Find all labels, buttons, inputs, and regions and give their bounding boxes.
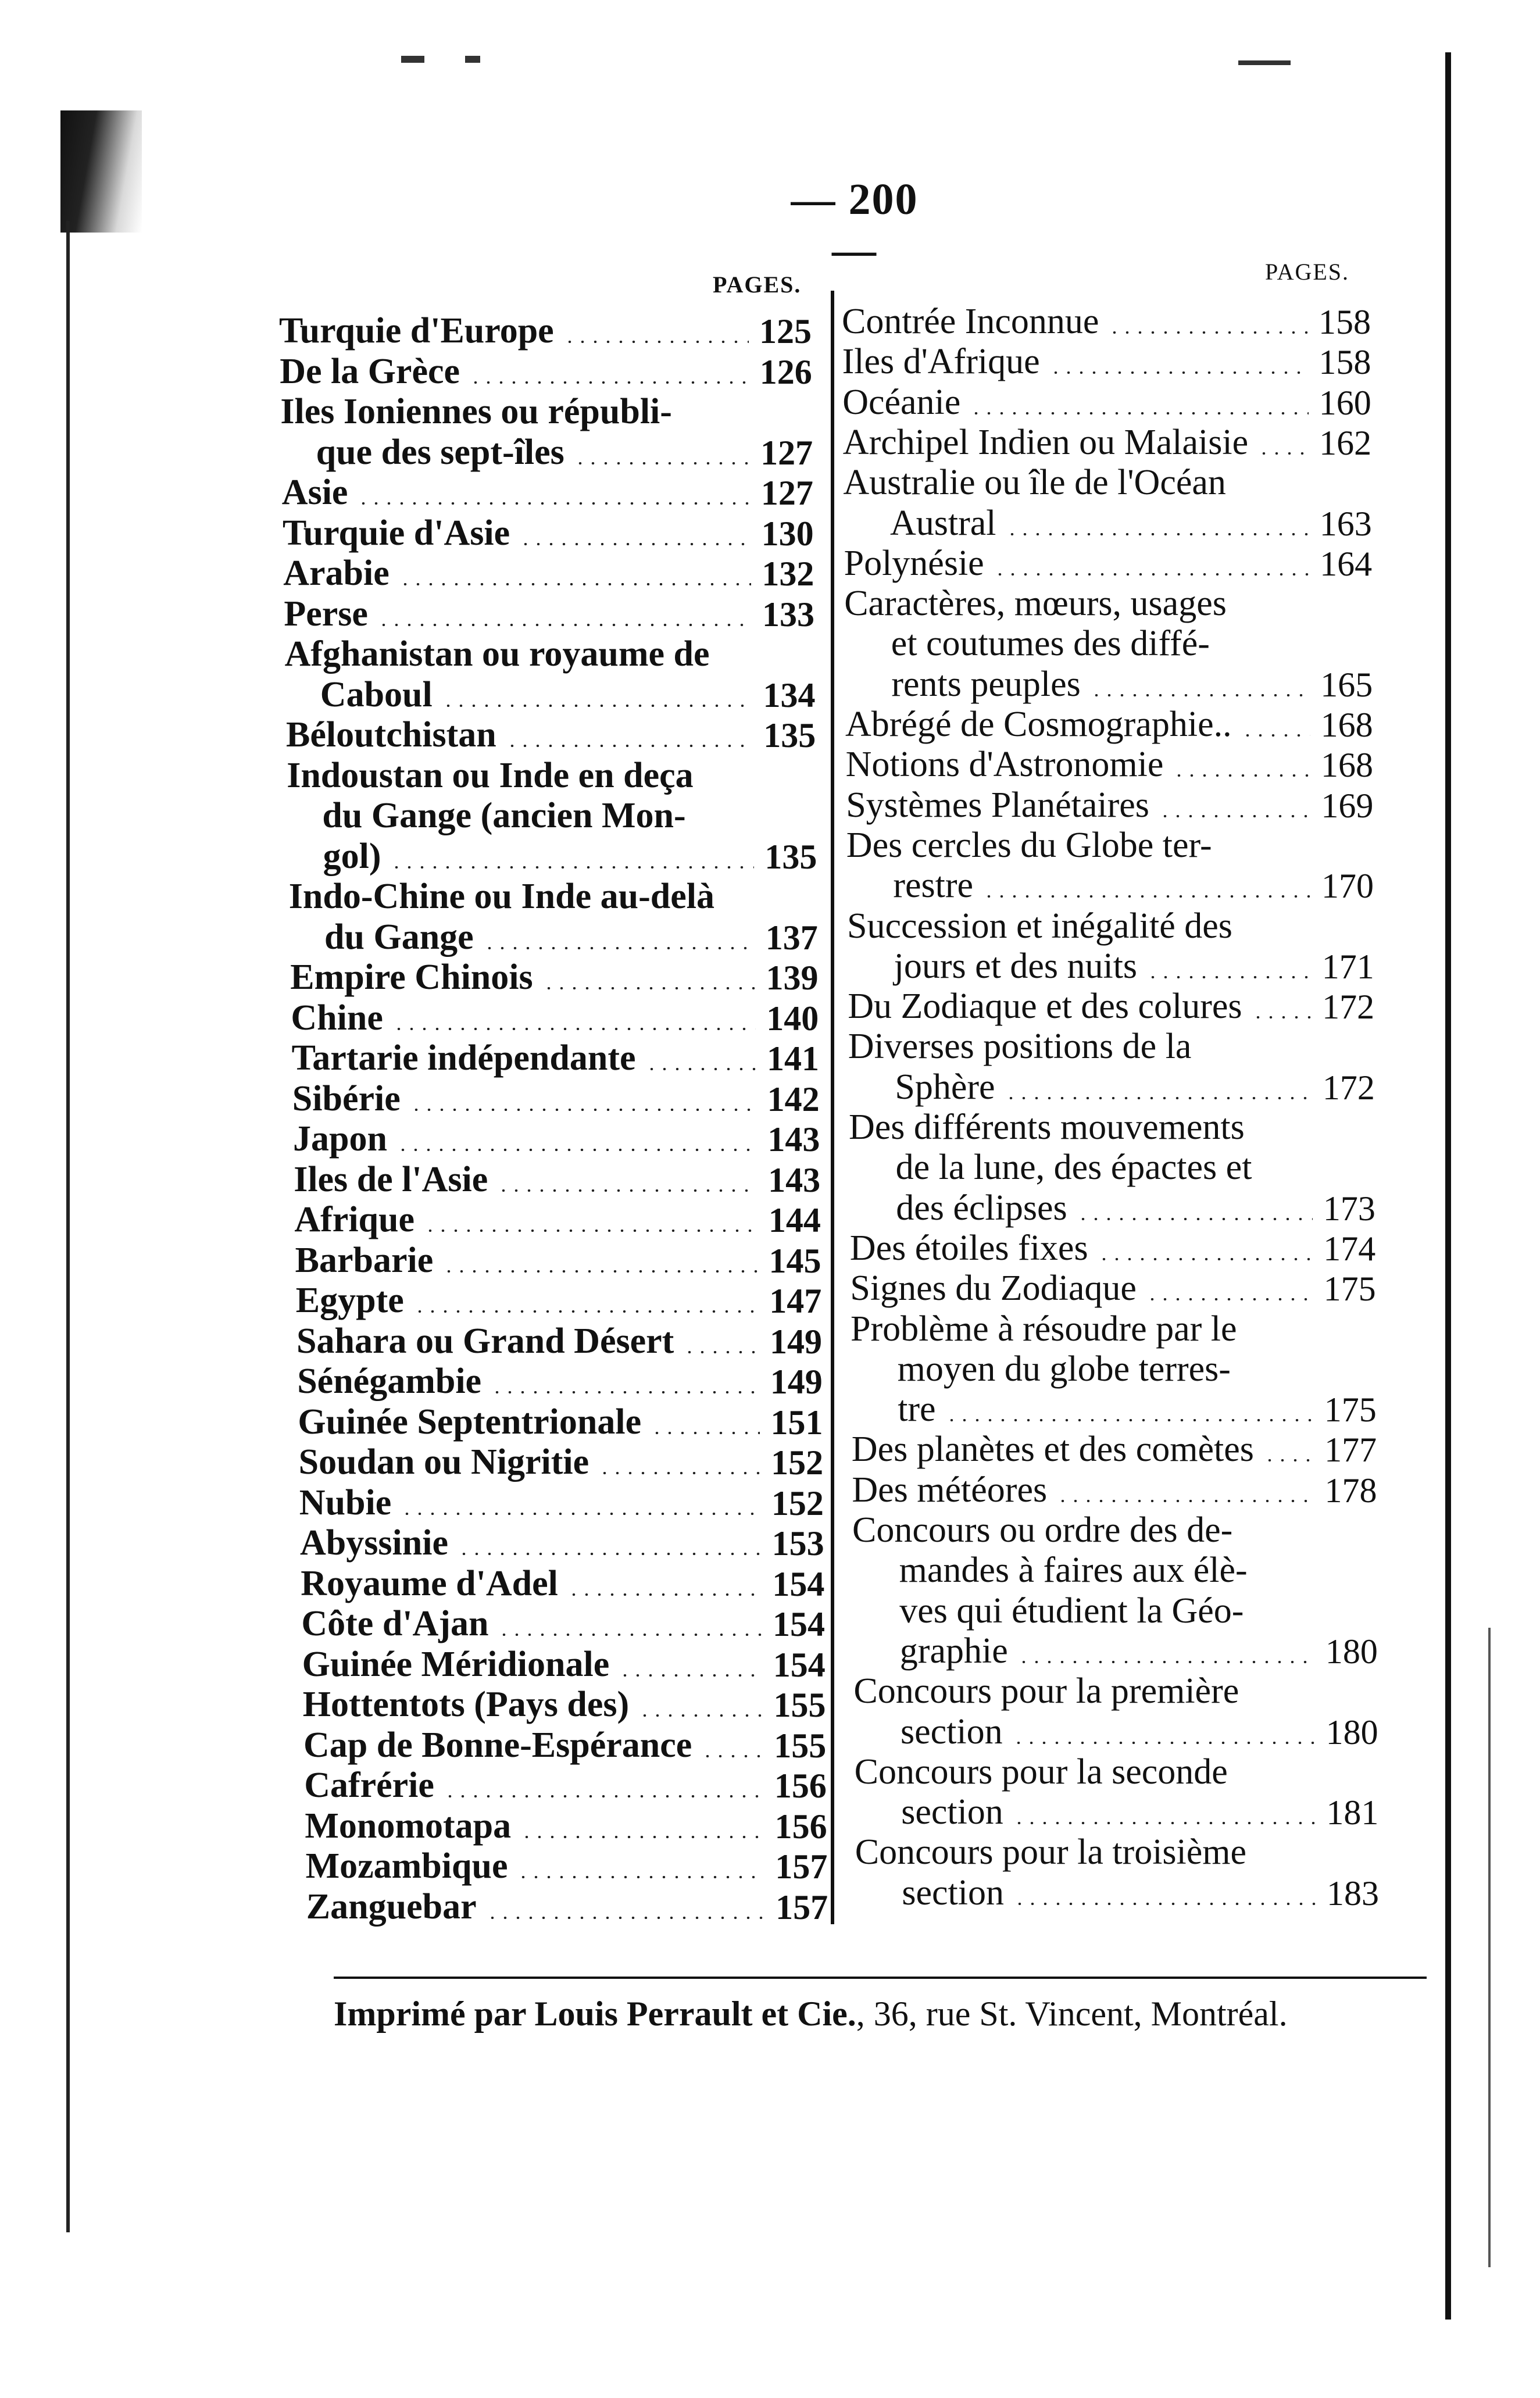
index-entry-page: 178: [1324, 1471, 1377, 1510]
index-entry-text: Sahara ou Grand Désert: [296, 1321, 674, 1361]
index-entry-page: 126: [759, 352, 812, 391]
dot-leader: [399, 583, 752, 585]
index-entry-page: 164: [1320, 544, 1373, 583]
dot-leader: [520, 1836, 764, 1838]
dot-leader: [491, 1391, 760, 1393]
index-entry-text: Turquie d'Europe: [279, 311, 554, 351]
index-entry-text: que des sept-îles: [316, 432, 564, 472]
index-entry-text: Archipel Indien ou Malaisie: [842, 422, 1249, 462]
index-entry-text: Zanguebar: [306, 1886, 477, 1927]
index-entry-text: Contrée Inconnue: [842, 302, 1099, 341]
index-entry-text: Sphère: [895, 1067, 995, 1107]
index-entry-text: Afrique: [294, 1200, 415, 1239]
index-entry-text: Nubie: [299, 1482, 392, 1523]
index-entry-page: 160: [1319, 383, 1371, 422]
index-entry-text: du Gange: [324, 917, 474, 957]
index-entry-text: de la lune, des épactes et: [895, 1148, 1252, 1188]
index-entry-text: Concours ou ordre des de-: [852, 1510, 1233, 1550]
index-entry-page: 180: [1325, 1632, 1378, 1671]
dot-leader: [497, 1189, 758, 1192]
dot-leader: [1146, 1298, 1313, 1300]
scan-speck: [401, 56, 424, 63]
scan-speck: [465, 56, 480, 63]
imprint-printer: Imprimé par Louis Perrault et Cie.: [334, 1995, 856, 2033]
index-entry-text: Guinée Septentrionale: [298, 1402, 642, 1442]
index-entry-page: 165: [1320, 665, 1373, 704]
index-entry-text: gol): [323, 836, 381, 876]
index-entry-text: Abyssinie: [300, 1523, 448, 1563]
index-entry-text: Australie ou île de l'Océan: [843, 463, 1226, 503]
dot-leader: [517, 1876, 764, 1878]
index-entry-text: section: [901, 1792, 1003, 1832]
page-edge-left: [66, 221, 70, 2232]
index-entry-text: Abrégé de Cosmographie..: [845, 705, 1232, 744]
index-entry-text: Japon: [293, 1119, 387, 1159]
dot-leader: [1257, 452, 1309, 455]
index-entry-page: 132: [762, 555, 814, 593]
dot-leader: [1263, 1459, 1314, 1461]
dot-leader: [994, 573, 1309, 576]
index-entry-page: 151: [770, 1403, 823, 1442]
index-entry-page: 137: [765, 918, 818, 957]
index-entry-text: Turquie d'Asie: [283, 513, 510, 553]
index-entry-text: Tartarie indépendante: [291, 1038, 636, 1078]
index-entry-text: Hottentots (Pays des): [302, 1685, 630, 1724]
index-entry-text: mandes à faires aux élè-: [899, 1550, 1248, 1591]
dot-leader: [1090, 694, 1310, 696]
dot-leader: [651, 1432, 760, 1434]
index-entry-text: Des étoiles fixes: [849, 1228, 1088, 1268]
index-entry-text: Afghanistan ou royaume de: [284, 634, 710, 674]
index-entry-page: 183: [1327, 1874, 1380, 1913]
index-entry-text: Barbarie: [295, 1240, 434, 1280]
dot-leader: [1017, 1661, 1315, 1663]
dot-leader: [390, 866, 754, 869]
index-entry-text: ves qui étudient la Géo-: [899, 1591, 1244, 1631]
index-entry-page: 168: [1320, 746, 1373, 785]
dot-leader: [1146, 976, 1312, 978]
dot-leader: [567, 1593, 762, 1596]
column-divider: [831, 291, 834, 1924]
index-entry-text: Iles d'Afrique: [842, 342, 1040, 382]
dot-leader: [598, 1472, 760, 1474]
dot-leader: [401, 1513, 761, 1515]
dot-leader: [506, 745, 753, 747]
dot-leader: [1056, 1500, 1314, 1502]
index-entry-text: moyen du globe terres-: [897, 1349, 1231, 1389]
index-entry-text: jours et des nuits: [894, 946, 1138, 986]
dot-leader: [970, 412, 1308, 414]
dot-leader: [357, 502, 750, 505]
index-entry-text: Océanie: [842, 382, 961, 422]
dot-leader: [413, 1310, 759, 1313]
index-entry-text: Signes du Zodiaque: [850, 1268, 1137, 1309]
index-entry-page: 156: [774, 1807, 827, 1846]
imprint-address: , 36, rue St. Vincent, Montréal.: [856, 1995, 1288, 2033]
index-entry-text: Empire Chinois: [290, 957, 533, 997]
index-entry-text: Côte d'Ajan: [301, 1604, 489, 1643]
dot-leader: [1077, 1218, 1313, 1220]
index-entry-page: 157: [776, 1888, 828, 1927]
index-entry-page: 154: [773, 1605, 826, 1643]
dot-leader: [1013, 1903, 1316, 1905]
index-entry-text: Indo-Chine ou Inde au-delà: [288, 877, 714, 916]
dot-leader: [498, 1634, 762, 1636]
index-entry-text: graphie: [899, 1631, 1008, 1671]
footer-rule: [334, 1977, 1427, 1979]
index-entry-text: Polynésie: [844, 543, 984, 583]
index-entry-page: 152: [771, 1443, 824, 1482]
index-entry-text: Sibérie: [292, 1078, 401, 1118]
index-entry-page: 163: [1319, 504, 1372, 543]
index-entry-page: 157: [775, 1847, 828, 1886]
index-entry-text: section: [902, 1872, 1005, 1913]
index-entry-text: Concours pour la troisième: [855, 1832, 1247, 1872]
index-entry-text: du Gange (ancien Mon-: [322, 796, 686, 835]
page-edge-right-inner: [1488, 1628, 1491, 2267]
index-entry-page: 143: [767, 1120, 820, 1159]
scan-speck: [1238, 60, 1291, 65]
page-edge-right: [1445, 52, 1451, 2320]
index-entry-page: 134: [763, 676, 816, 714]
index-entry-text: Concours pour la première: [853, 1671, 1239, 1711]
dot-leader: [424, 1230, 758, 1232]
dot-leader: [645, 1068, 756, 1070]
index-entry-page: 175: [1324, 1391, 1377, 1429]
index-entry-text: tre: [898, 1389, 936, 1429]
index-entry-text: Problème à résoudre par le: [851, 1309, 1237, 1349]
index-entry-page: 158: [1319, 303, 1371, 341]
dot-leader: [1173, 774, 1310, 777]
index-entry-text: Iles Ioniennes ou républi-: [280, 392, 672, 431]
dot-leader: [444, 1795, 764, 1797]
index-entry-page: 173: [1323, 1189, 1375, 1228]
index-entry-page: 130: [761, 514, 814, 553]
index-entry-text: Notions d'Astronomie: [845, 745, 1164, 785]
index-entry-text: Arabie: [283, 553, 390, 593]
index-entry-page: 155: [773, 1686, 826, 1724]
index-entry-text: Systèmes Planétaires: [846, 785, 1149, 825]
index-entry-text: restre: [893, 866, 974, 906]
dot-leader: [396, 1149, 757, 1151]
index-entry-text: Royaume d'Adel: [301, 1563, 558, 1603]
index-entry-text: Cap de Bonne-Espérance: [303, 1725, 692, 1765]
dot-leader: [1049, 371, 1309, 374]
dot-leader: [1252, 1016, 1312, 1018]
index-entry-text: Guinée Méridionale: [302, 1644, 610, 1684]
dot-leader: [1241, 734, 1310, 737]
index-entry-text: Egypte: [295, 1281, 404, 1320]
dot-leader: [982, 895, 1311, 898]
index-entry-page: 133: [762, 595, 815, 634]
index-entry-text: et coutumes des diffé-: [891, 624, 1210, 664]
index-entry-text: Du Zodiaque et des colures: [848, 987, 1242, 1027]
index-entry-page: 149: [770, 1322, 822, 1361]
index-entry-text: Perse: [284, 594, 368, 634]
index-entry-text: Des différents mouvements: [849, 1107, 1245, 1147]
index-entry-text: Diverses positions de la: [848, 1027, 1192, 1067]
index-entry-text: Caboul: [320, 674, 433, 714]
index-entry-text: Chine: [291, 998, 383, 1038]
dot-leader: [483, 947, 755, 949]
index-entry-page: 169: [1321, 786, 1374, 825]
index-entry-text: Sénégambie: [297, 1361, 482, 1401]
dot-leader: [458, 1553, 762, 1555]
index-entry-text: Des cercles du Globe ter-: [846, 825, 1212, 865]
index-entry-text: Asie: [281, 473, 348, 512]
dot-leader: [486, 1917, 765, 1919]
index-entry-page: 149: [770, 1363, 823, 1401]
printer-imprint: [334, 1994, 1432, 2034]
index-entry-page: 177: [1324, 1431, 1377, 1470]
dot-leader: [442, 705, 753, 707]
index-entry-page: 168: [1320, 706, 1373, 744]
index-entry-page: 139: [766, 959, 819, 997]
index-entry-page: 154: [772, 1564, 825, 1603]
index-entry-page: 175: [1323, 1270, 1376, 1309]
index-entry-text: section: [901, 1711, 1003, 1752]
index-entry-page: 145: [769, 1241, 821, 1280]
index-entry-text: Austral: [890, 503, 996, 543]
dot-leader: [563, 341, 749, 343]
index-entry-text: Succession et inégalité des: [847, 906, 1232, 946]
index-entry-page: 172: [1322, 988, 1375, 1027]
index-entry-page: 180: [1325, 1713, 1378, 1752]
index-entry-page: 141: [766, 1039, 819, 1078]
dot-leader: [1159, 815, 1310, 817]
index-entry-text: Mozambique: [305, 1846, 508, 1886]
index-entry-text: Cafrérie: [304, 1766, 434, 1805]
index-entry-page: 172: [1322, 1068, 1375, 1107]
index-entry-page: 143: [768, 1160, 821, 1199]
dot-leader: [1006, 533, 1309, 535]
pages-header-right: PAGES.: [1265, 259, 1350, 285]
index-entry-text: Des planètes et des comètes: [851, 1429, 1254, 1470]
dot-leader: [542, 987, 756, 989]
dot-leader: [377, 624, 752, 626]
index-entry-page: 135: [763, 716, 816, 755]
dot-leader: [392, 1028, 756, 1030]
dot-leader: [1013, 1822, 1316, 1824]
dot-leader: [638, 1714, 763, 1717]
index-entry-page: 153: [771, 1524, 824, 1563]
index-entry-page: 158: [1319, 343, 1371, 382]
pages-header-left: PAGES.: [713, 271, 802, 298]
page-shadow-left: [60, 110, 142, 233]
index-entry-text: De la Grèce: [280, 351, 460, 391]
index-entry-page: 144: [768, 1201, 821, 1239]
dot-leader: [1108, 331, 1308, 334]
index-entry-page: 156: [774, 1767, 827, 1805]
index-entry-page: 155: [774, 1726, 827, 1765]
index-entry-text: rents peuples: [891, 664, 1081, 704]
index-entry-text: Béloutchistan: [286, 715, 496, 755]
index-entry-page: 127: [760, 474, 813, 512]
dot-leader: [701, 1755, 763, 1757]
dot-leader: [469, 381, 749, 384]
index-entry-page: 125: [759, 312, 812, 351]
index-entry-page: 142: [767, 1080, 820, 1118]
index-entry-page: 154: [773, 1645, 826, 1684]
index-entry-page: 170: [1321, 867, 1374, 906]
page-number: — 200 —: [791, 175, 919, 274]
index-entry-page: 152: [771, 1484, 824, 1523]
dot-leader: [1012, 1742, 1316, 1744]
index-entry-text: Des météores: [852, 1470, 1048, 1510]
dot-leader: [945, 1419, 1314, 1421]
dot-leader: [574, 462, 750, 464]
dot-leader: [519, 543, 751, 545]
index-entry-text: Caractères, mœurs, usages: [844, 584, 1227, 624]
index-entry-page: 181: [1326, 1793, 1379, 1832]
index-entry-page: 135: [764, 837, 817, 876]
index-entry-text: Monomotapa: [305, 1806, 512, 1846]
index-entry-text: Iles de l'Asie: [294, 1159, 488, 1199]
dot-leader: [1005, 1097, 1312, 1099]
index-entry-page: 140: [766, 999, 819, 1038]
dot-leader: [619, 1674, 762, 1677]
dot-leader: [1098, 1258, 1313, 1260]
index-entry-page: 127: [760, 433, 813, 472]
index-entry-text: Indoustan ou Inde en deça: [287, 755, 694, 795]
index-entry-text: Soudan ou Nigritie: [298, 1442, 589, 1482]
index-entry-page: 162: [1319, 423, 1372, 462]
dot-leader: [683, 1351, 759, 1353]
index-entry-page: 147: [769, 1282, 822, 1320]
index-entry-page: 174: [1323, 1229, 1376, 1268]
index-entry-text: Concours pour la seconde: [854, 1752, 1228, 1792]
dot-leader: [442, 1270, 758, 1273]
dot-leader: [410, 1109, 757, 1111]
index-entry-page: 171: [1321, 947, 1374, 986]
index-entry-text: des éclipses: [896, 1188, 1067, 1228]
